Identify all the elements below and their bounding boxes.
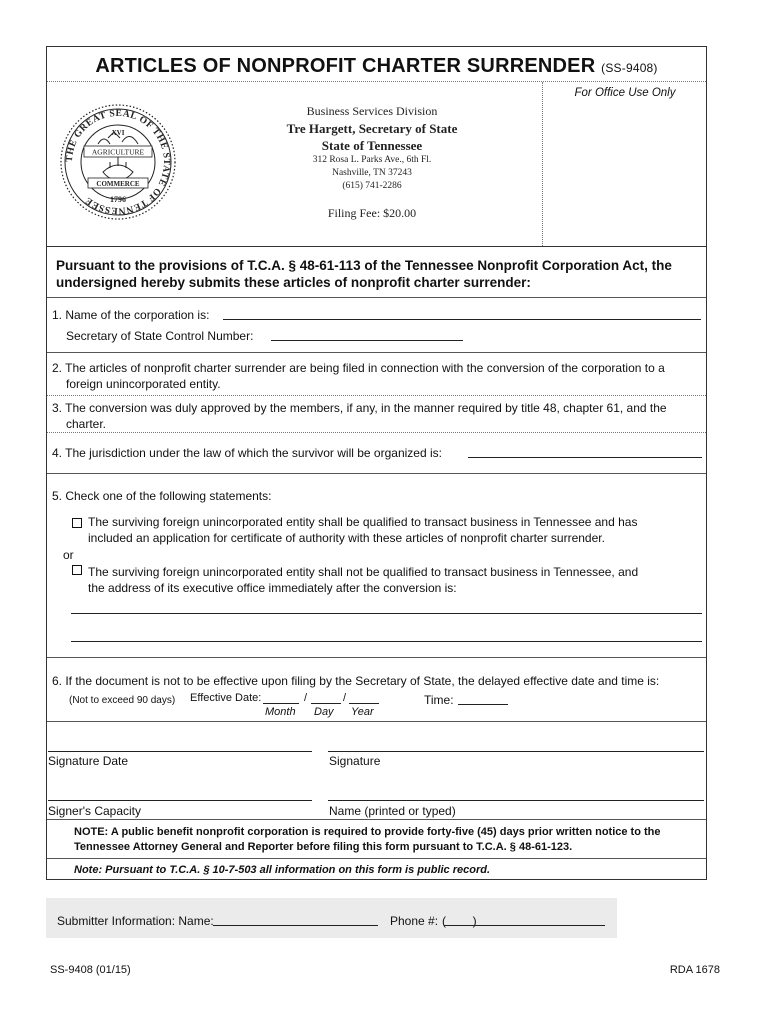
- tennessee-seal-icon: [58, 102, 178, 222]
- office-phone: (615) 741-2286: [342, 181, 402, 191]
- option-2-checkbox[interactable]: [72, 565, 82, 575]
- item-4-label: 4. The jurisdiction under the law of which the survivor will be organized is:: [52, 446, 442, 460]
- submitter-phone-area-code: ( ): [442, 914, 477, 928]
- form-code: (SS-9408): [601, 61, 658, 75]
- office-use-label: For Office Use Only: [574, 87, 676, 99]
- item-1-label: 1. Name of the corporation is:: [52, 308, 210, 322]
- option-2-text-line-2: the address of its executive office immediately after the conversion is:: [88, 581, 457, 595]
- not-exceed-note: (Not to exceed 90 days): [69, 695, 176, 706]
- rda-number: RDA 1678: [669, 964, 720, 976]
- signature-date-field[interactable]: [48, 751, 312, 752]
- seal-agriculture: AGRICULTURE: [91, 147, 145, 157]
- submitter-phone-label: Phone #:: [390, 914, 439, 928]
- item-3-text-line-2: charter.: [66, 417, 107, 431]
- jurisdiction-field[interactable]: [468, 457, 702, 458]
- month-caption: Month: [265, 706, 296, 718]
- signature-date-label: Signature Date: [48, 754, 129, 768]
- corporation-name-field[interactable]: [223, 319, 701, 320]
- item-2-text-line-2: foreign unincorporated entity.: [66, 377, 221, 391]
- signature-field[interactable]: [328, 751, 704, 752]
- signature-label: Signature: [329, 754, 381, 768]
- address-line-2: Nashville, TN 37243: [332, 168, 412, 178]
- effective-time-field[interactable]: [458, 704, 508, 705]
- notice-line-1: NOTE: A public benefit nonprofit corporation is required to provide forty-five (45) days prior written notice to the: [74, 826, 661, 838]
- intro-statement: Pursuant to the provisions of T.C.A. § 48-61-113 of the Tennessee Nonprofit Corporation Act, the undersigned hereby submits these articles of nonprofit charter surrender:: [56, 258, 672, 290]
- submitter-phone-field[interactable]: [444, 925, 605, 926]
- effective-date-label: Effective Date:: [190, 692, 262, 704]
- notice-line-2: Tennessee Attorney General and Reporter before filing this form pursuant to T.C.A. § 48-61-123.: [74, 841, 573, 853]
- secretary-name: Tre Hargett, Secretary of State: [286, 121, 458, 136]
- seal-commerce: COMMERCE: [96, 180, 140, 188]
- address-line-1: 312 Rosa L. Parks Ave., 6th Fl.: [312, 155, 432, 165]
- date-slash-1: /: [304, 692, 308, 704]
- time-label: Time:: [424, 693, 454, 707]
- item-2-text-line-1: 2. The articles of nonprofit charter surrender are being filed in connection with the conversion of the corporation to a: [52, 361, 665, 375]
- option-1-text-line-1: The surviving foreign unincorporated entity shall be qualified to transact business in Tennessee and has: [88, 515, 638, 529]
- printed-name-field[interactable]: [328, 800, 704, 801]
- section-divider: [47, 352, 706, 353]
- section-divider: [47, 395, 706, 396]
- signer-capacity-field[interactable]: [48, 800, 312, 801]
- form-revision: SS-9408 (01/15): [50, 964, 131, 976]
- section-divider: [47, 819, 706, 820]
- day-caption: Day: [314, 706, 334, 718]
- section-divider: [47, 858, 706, 859]
- public-record-note: Note: Pursuant to T.C.A. § 10-7-503 all information on this form is public record.: [74, 864, 491, 876]
- seal-year: 1796: [110, 195, 126, 204]
- section-divider: [47, 432, 706, 433]
- office-use-divider: [542, 82, 543, 246]
- section-divider: [47, 297, 706, 298]
- item-6-label: 6. If the document is not to be effective upon filing by the Secretary of State, the delayed effective date and time is:: [52, 674, 660, 688]
- submitter-info-box: [46, 898, 617, 938]
- printed-name-label: Name (printed or typed): [329, 804, 456, 818]
- filing-fee: Filing Fee: $20.00: [327, 206, 417, 220]
- item-3-text-line-1: 3. The conversion was duly approved by the members, if any, in the manner required by title 48, chapter 61, and the: [52, 401, 667, 415]
- seal-ring-text: THE GREAT SEAL OF THE STATE OF TENNESSEE: [64, 108, 172, 216]
- charter-surrender-form: [46, 46, 707, 880]
- date-slash-2: /: [343, 692, 347, 704]
- submitter-name-label: Submitter Information: Name:: [57, 914, 214, 928]
- year-caption: Year: [351, 706, 374, 718]
- executive-address-field-2[interactable]: [71, 641, 702, 642]
- option-1-checkbox[interactable]: [72, 518, 82, 528]
- seal-numeral: XVI: [111, 129, 125, 137]
- section-divider: [47, 721, 706, 722]
- form-title: [47, 55, 706, 78]
- division-name: Business Services Division: [306, 104, 438, 118]
- executive-address-field-1[interactable]: [71, 613, 702, 614]
- title-divider: [47, 81, 706, 82]
- agency-address-block: [207, 103, 537, 221]
- section-divider: [47, 657, 706, 658]
- or-label: or: [63, 548, 74, 562]
- header-divider: [47, 246, 706, 247]
- option-2-text-line-1: The surviving foreign unincorporated entity shall not be qualified to transact business in Tennessee, and: [88, 565, 639, 579]
- item-5-label: 5. Check one of the following statements:: [52, 489, 272, 503]
- control-number-label: Secretary of State Control Number:: [66, 329, 254, 343]
- signer-capacity-label: Signer's Capacity: [48, 804, 141, 818]
- control-number-field[interactable]: [271, 340, 463, 341]
- state-name: State of Tennessee: [321, 138, 423, 153]
- option-1-text-line-2: included an application for certificate of authority with these articles of nonprofit charter surrender.: [88, 531, 605, 545]
- section-divider: [47, 473, 706, 474]
- submitter-name-field[interactable]: [213, 925, 378, 926]
- form-title-text: ARTICLES OF NONPROFIT CHARTER SURRENDER: [95, 55, 596, 77]
